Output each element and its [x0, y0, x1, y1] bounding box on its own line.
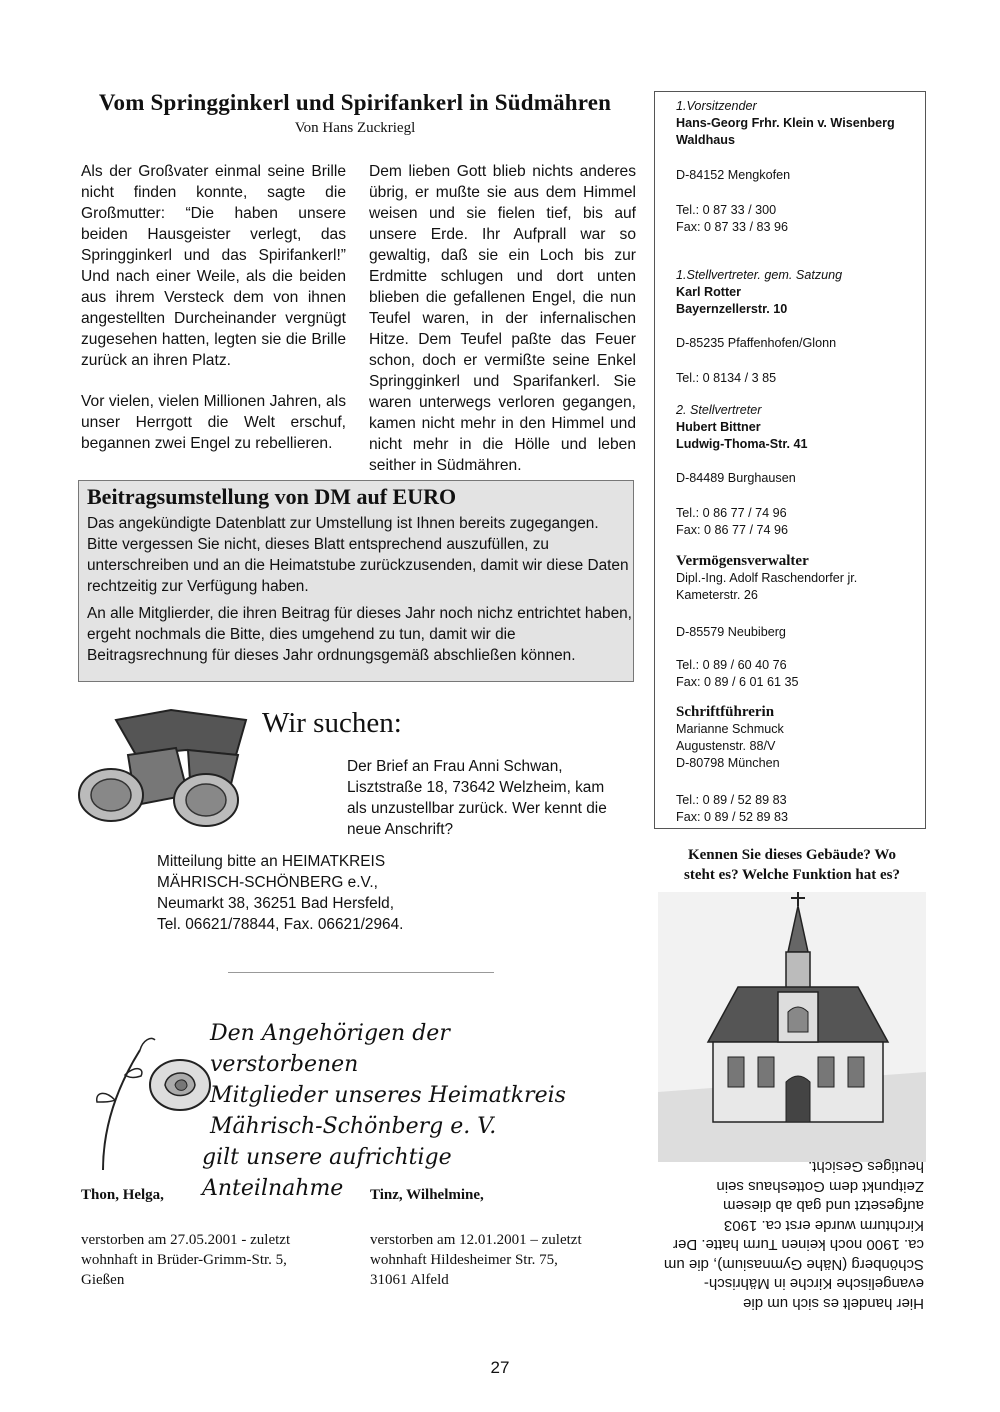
board-sidebar	[654, 91, 926, 829]
address-line: Waldhaus	[676, 133, 736, 147]
page-number: 27	[490, 1358, 510, 1377]
search-contact	[157, 851, 447, 935]
contact-line: MÄHRISCH-SCHÖNBERG e.V.,	[157, 874, 378, 891]
fax-line: Fax: 0 89 / 6 01 61 35	[676, 675, 799, 689]
condolence-line: Den Angehörigen der verstorbenen	[210, 1021, 450, 1077]
address-line: D-80798 München	[676, 756, 780, 770]
article-paragraph: Dem lieben Gott blieb nichts anderes übrig, er mußte sie aus dem Himmel weisen und sie fielen tief, bis auf unsere Erde. Ihr Aufprall war so gewaltig, daß sie ein Loch bis zur Erdmitte schlugen und dort unten blieben die gefallenen Engel, die nun Teufel waren, in der infernalischen Hitze. Dem Teufel paßte das Feuer schon, doch er vermißte seine Enkel Springginkerl und Sparifankerl. Sie waren unterwegs verloren gegangen, kamen nicht mehr in den Himmel und nicht mehr in die Hölle und leben seither in Südmähren.	[369, 163, 636, 474]
address-line: Bayernzellerstr. 10	[676, 302, 788, 316]
condolence-text	[202, 1018, 590, 1204]
search-heading: Wir suchen:	[262, 707, 402, 739]
member-name: Karl Rotter	[676, 285, 742, 299]
obituary-entry	[81, 1187, 341, 1290]
role-label: Schriftführerin	[676, 704, 775, 720]
address-line: Ludwig-Thoma-Str. 41	[676, 437, 808, 451]
role-label: 2. Stellvertreter	[676, 403, 762, 417]
divider	[228, 972, 494, 973]
fax-line: Fax: 0 87 33 / 83 96	[676, 220, 789, 234]
role-label: 1.Stellvertreter. gem. Satzung	[676, 268, 843, 282]
quiz-question	[658, 845, 926, 885]
deceased-name: Thon, Helga,	[81, 1187, 164, 1203]
address-line: Augustenstr. 88/V	[676, 739, 776, 753]
address-line: D-84152 Mengkofen	[676, 168, 791, 182]
article-column-1	[81, 161, 346, 474]
member-name: Marianne Schmuck	[676, 722, 784, 736]
contact-line: Neumarkt 38, 36251 Bad Hersfeld,	[157, 895, 394, 912]
condolence-line: Mitglieder unseres Heimatkreis	[210, 1083, 566, 1108]
obituary-line: verstorben am 27.05.2001 - zuletzt	[81, 1232, 291, 1248]
article-byline: Von Hans Zuckriegl	[294, 120, 416, 136]
phone-line: Tel.: 0 87 33 / 300	[676, 203, 777, 217]
deceased-name: Tinz, Wilhelmine,	[370, 1187, 484, 1203]
phone-line: Tel.: 0 89 / 60 40 76	[676, 658, 787, 672]
phone-line: Tel.: 0 89 / 52 89 83	[676, 793, 787, 807]
notice-paragraph-1: Das angekündigte Datenblatt zur Umstellung ist Ihnen bereits zugegangen. Bitte vergessen Sie nicht, dieses Blatt entsprechend auszufüllen, zu unterschreiben und an die Heimatstube zurückzusenden, damit wir diese Daten rechtzeitig zur Verfügung haben.	[87, 515, 629, 595]
quiz-question-line: Kennen Sie dieses Gebäude? Wo	[687, 847, 897, 863]
notice-box	[78, 480, 634, 682]
member-name: Hubert Bittner	[676, 420, 761, 434]
church-photo	[658, 892, 926, 1162]
search-letter-text: Der Brief an Frau Anni Schwan, Lisztstraße 18, 73642 Welzheim, kam als unzustellbar zurück. Wer kennt die neue Anschrift?	[347, 758, 607, 838]
notice-title: Beitragsumstellung von DM auf EURO	[87, 484, 457, 509]
article-title: Vom Springginkerl und Spirifankerl in Südmähren	[98, 90, 612, 115]
condolence-line: Mährisch-Schönberg e. V.	[210, 1114, 497, 1139]
obituary-line: wohnhaft in Brüder-Grimm-Str. 5,	[81, 1252, 287, 1268]
article-paragraph: Vor vielen, vielen Millionen Jahren, als unser Herrgott die Welt erschuf, begannen zwei Engel zu rebellieren.	[81, 393, 346, 452]
phone-line: Tel.: 0 86 77 / 74 96	[676, 506, 787, 520]
fax-line: Fax: 0 86 77 / 74 96	[676, 523, 789, 537]
obituary-line: 31061 Alfeld	[370, 1272, 449, 1288]
phone-line: Tel.: 0 8134 / 3 85	[676, 371, 777, 385]
contact-line: Mitteilung bitte an HEIMATKREIS	[157, 853, 386, 870]
rose-icon	[95, 1030, 215, 1170]
obituary-line: Gießen	[81, 1272, 125, 1288]
binoculars-icon	[76, 700, 256, 835]
member-name: Dipl.-Ing. Adolf Raschendorfer jr.	[676, 571, 858, 585]
obituary-line: verstorben am 12.01.2001 – zuletzt	[370, 1232, 582, 1248]
quiz-answer-upside-down: Hier handelt es sich um die evangelische Kirche in Mährisch-Schönberg (Nähe Gymnasium), die um ca. 1900 noch keinen Turm hatte. Der Kirchturm wurde erst ca. 1903 aufgesetzt und gab ab diesem Zeitpunkt dem Gotteshaus sein heutiges Gesicht.	[663, 1158, 924, 1312]
obituary-entry	[370, 1187, 640, 1290]
article-column-2	[369, 161, 636, 496]
contact-line: Tel. 06621/78844, Fax. 06621/2964.	[157, 916, 404, 933]
member-name: Hans-Georg Frhr. Klein v. Wisenberg	[676, 116, 895, 130]
fax-line: Fax: 0 89 / 52 89 83	[676, 810, 789, 824]
address-line: D-85579 Neubiberg	[676, 625, 786, 639]
obituary-line: wohnhaft Hildesheimer Str. 75,	[370, 1252, 558, 1268]
article-paragraph: Als der Großvater einmal seine Brille nicht finden konnte, sagte die Großmutter: “Die haben unsere beiden Hausgeister verlegt, das Springginkerl und das Spirifankerl!” Und nach einer Weile, als die beiden aus ihrem Versteck dem von ihnen angestellten Durcheinander vergnügt zugesehen hatten, legten sie die Brille zurück an ihren Platz.	[81, 163, 346, 369]
role-label: 1.Vorsitzender	[676, 99, 757, 113]
role-label: Vermögensverwalter	[676, 553, 809, 569]
address-line: D-84489 Burghausen	[676, 471, 796, 485]
quiz-question-line: steht es? Welche Funktion hat es?	[684, 867, 900, 883]
notice-paragraph-2: An alle Mitglierder, die ihren Beitrag für dieses Jahr noch nichz entrichtet haben, ergeht nochmals die Bitte, dies umgehend zu tun, damit wir die Beitragsrechnung für dieses Jahr ordnungsgemäß abschließen können.	[87, 605, 632, 664]
building-quiz	[658, 842, 926, 1362]
address-line: D-85235 Pfaffenhofen/Glonn	[676, 336, 837, 350]
address-line: Kameterstr. 26	[676, 588, 758, 602]
condolence-line: gilt unsere aufrichtige Anteilnahme	[202, 1145, 452, 1201]
